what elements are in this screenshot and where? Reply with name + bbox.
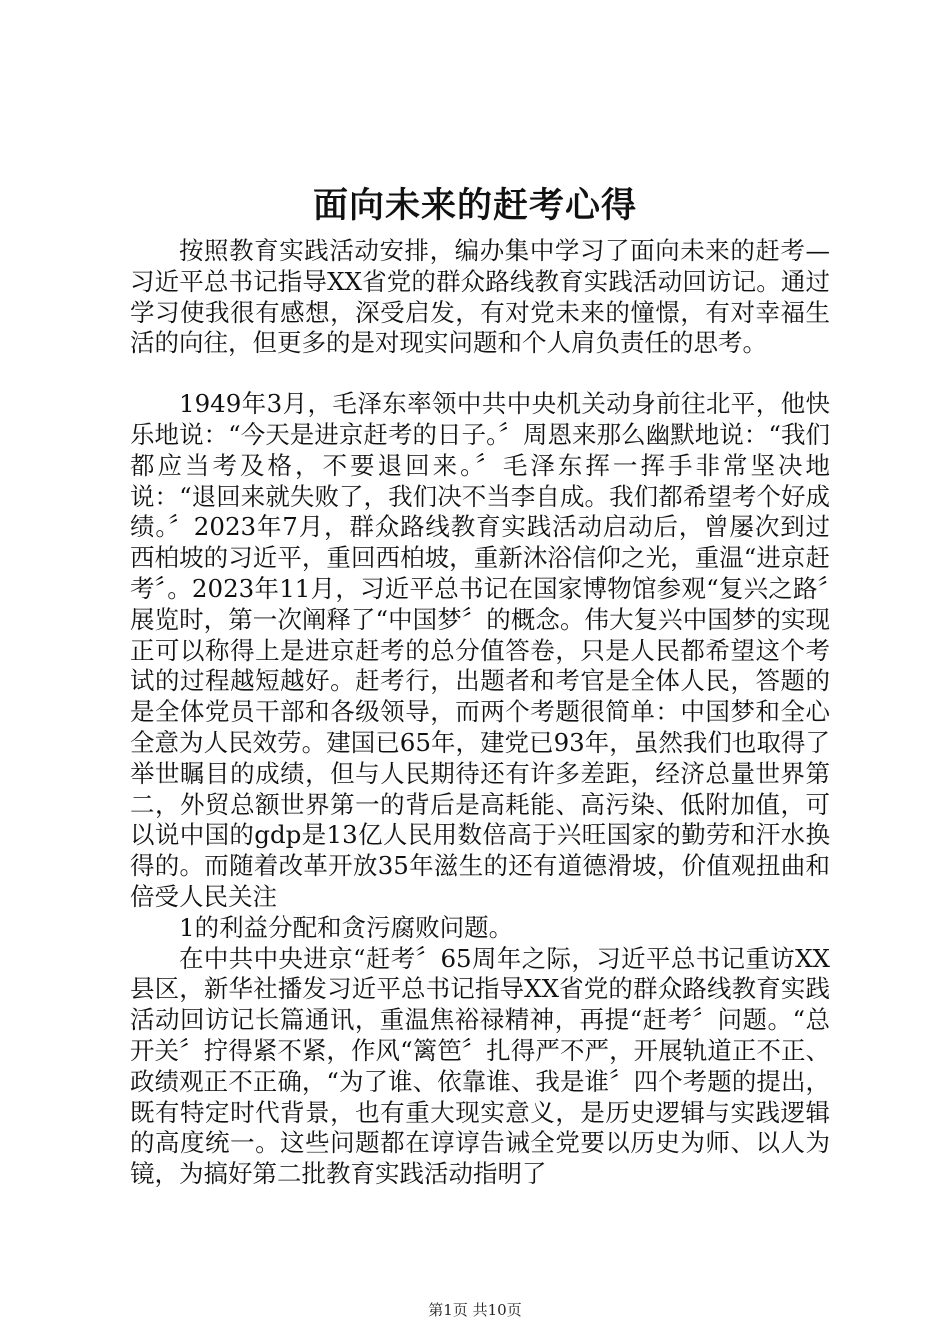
document-body <box>130 236 830 1190</box>
paragraph-gap <box>130 359 830 389</box>
paragraph-intro: 按照教育实践活动安排，编办集中学习了面向未来的赶考—习近平总书记指导XX省党的群众路线教育实践活动回访记。通过学习使我很有感想，深受启发，有对党未来的憧憬，有对幸福生活的向往，但更多的是对现实问题和个人肩负责任的思考。 <box>130 236 830 358</box>
paragraph-continuation: 1的利益分配和贪污腐败问题。 <box>179 912 514 942</box>
paragraph-history: 1949年3月，毛泽东率领中共中央机关动身前往北平，他快乐地说：“今天是进京赶考的日子。〞周恩来那么幽默地说：“我们都应当考及格，不要退回来。〞毛泽东挥一挥手非常坚决地说：“退回来就失败了，我们决不当李自成。我们都希望考个好成绩。〞2023年7月，群众路线教育实践活动启动后，曾屡次到过西柏坡的习近平，重回西柏坡，重新沐浴信仰之光，重温“进京赶考〞。2023年11月，习近平总书记在国家博物馆参观“复兴之路〞展览时，第一次阐释了“中国梦〞的概念。伟大复兴中国梦的实现正可以称得上是进京赶考的总分值答卷，只是人民都希望这个考试的过程越短越好。赶考行，出题者和考官是全体人民，答题的是全体党员干部和各级领导，而两个考题很简单：中国梦和全心全意为人民效劳。建国已65年，建党已93年，虽然我们也取得了举世瞩目的成绩，但与人民期待还有许多差距，经济总量世界第二，外贸总额世界第一的背后是高耗能、高污染、低附加值，可以说中国的gdp是13亿人民用数倍高于兴旺国家的勤劳和汗水换得的。而随着改革开放35年滋生的还有道德滑坡，价值观扭曲和倍受人民关注 <box>130 389 830 911</box>
page-number-footer: 第1页 共10页 <box>428 1301 522 1319</box>
document-title: 面向未来的赶考心得 <box>312 185 637 226</box>
paragraph-revisit: 在中共中央进京“赶考〞65周年之际，习近平总书记重访XX县区，新华社播发习近平总书记指导XX省党的群众路线教育实践活动回访记长篇通讯，重温焦裕禄精神，再提“赶考〞问题。“总开关〞拧得紧不紧，作风“篱笆〞扎得严不严，开展轨道正不正、政绩观正不正确，“为了谁、依靠谁、我是谁〞四个考题的提出，既有特定时代背景，也有重大现实意义，是历史逻辑与实践逻辑的高度统一。这些问题都在谆谆告诫全党要以历史为师、以人为镜，为搞好第二批教育实践活动指明了 <box>130 943 830 1189</box>
